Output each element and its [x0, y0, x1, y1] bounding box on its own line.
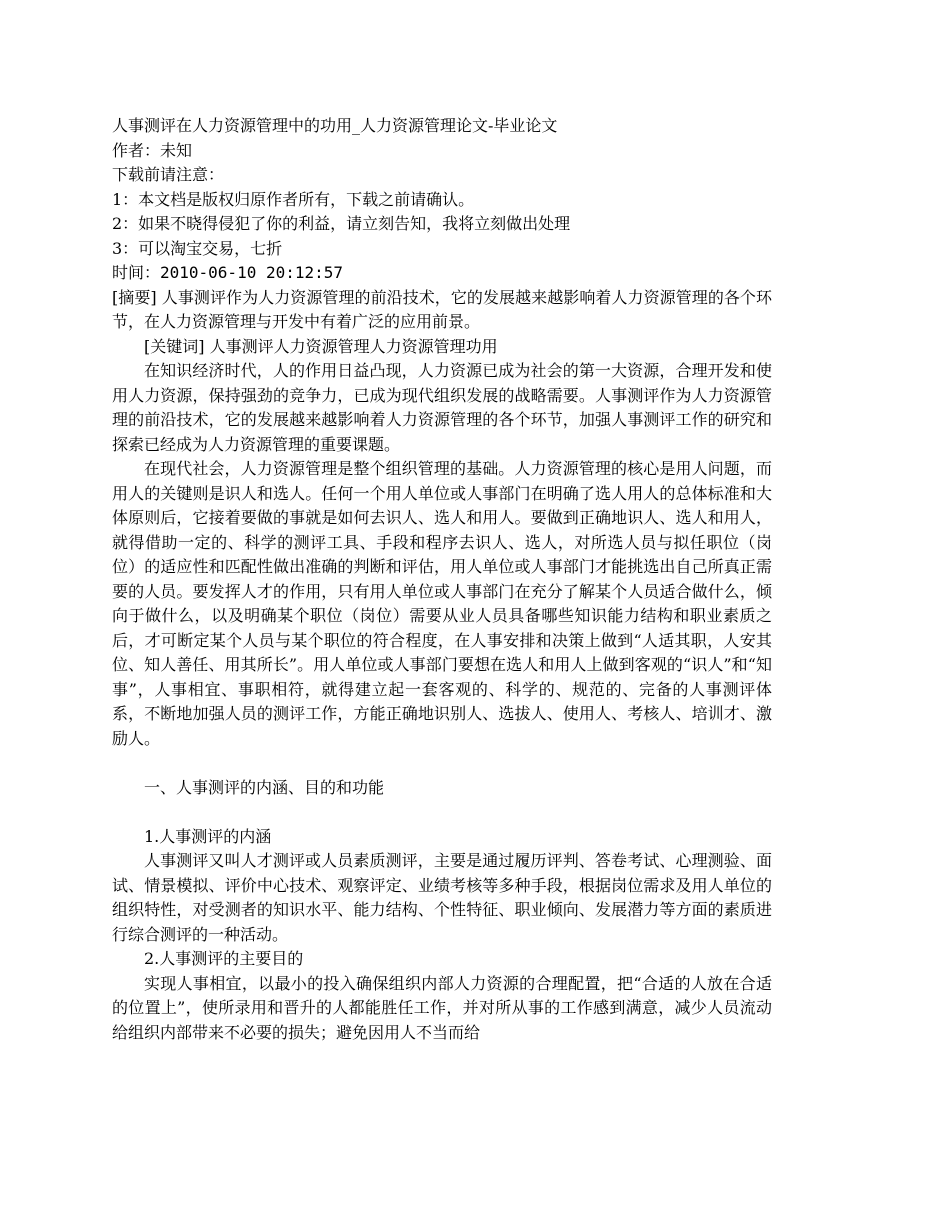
document-title: 人事测评在人力资源管理中的功用_人力资源管理论文-毕业论文 — [112, 116, 558, 135]
abstract-paragraph: [摘要] 人事测评作为人力资源管理的前沿技术，它的发展越来越影响着人力资源管理的各个环节，在人力资源管理与开发中有着广泛的应用前景。 — [112, 287, 772, 331]
subsection-heading: 2.人事测评的主要目的 — [144, 949, 304, 968]
keywords-line: [关键词] 人事测评人力资源管理人力资源管理功用 — [144, 336, 498, 356]
timestamp-line: 时间：2010-06-10 20:12:57 — [112, 263, 344, 282]
notice-item-1: 1：本文档是版权归原作者所有，下载之前请确认。 — [112, 189, 475, 209]
notice-item-2: 2：如果不晓得侵犯了你的利益，请立刻告知，我将立刻做出处理 — [112, 214, 571, 233]
spacer — [112, 751, 772, 776]
subsection-heading: 1.人事测评的内涵 — [144, 826, 272, 846]
body-paragraph: 在知识经济时代，人的作用日益凸现，人力资源已成为社会的第一大资源，合理开发和使用人力资源，保持强劲的竞争力，已成为现代组织发展的战略需要。人事测评作为人力资源管理的前沿技术，它的发展越来越影响着人力资源管理的各个环节，加强人事测评工作的研究和探索已经成为人力资源管理的重要课题。 — [112, 361, 772, 454]
section-heading: 一、人事测评的内涵、目的和功能 — [144, 777, 385, 797]
body-paragraph: 在现代社会，人力资源管理是整个组织管理的基础。人力资源管理的核心是用人问题，而用人的关键则是识人和选人。任何一个用人单位或人事部门在明确了选人用人的总体标准和大体原则后，它接着要做的事就是如何去识人、选人和用人。要做到正确地识人、选人和用人，就得借助一定的、科学的测评工具、手段和程序去识人、选人，对所选人员与拟任职位（岗位）的适应性和匹配性做出准确的判断和评估，用人单位或人事部门才能挑选出自己所真正需要的人员。要发挥人才的作用，只有用人单位或人事部门在充分了解某个人员适合做什么，倾向于做什么，以及明确某个职位（岗位）需要从业人员具备哪些知识能力结构和职业素质之后，才可断定某个人员与某个职位的符合程度，在人事安排和决策上做到“人适其职，人安其位、知人善任、用其所长”。用人单位或人事部门要想在选人和用人上做到客观的“识人”和“知事”，人事相宜、事职相符，就得建立起一套客观的、科学的、规范的、完备的人事测评体系，不断地加强人员的测评工作，方能正确地识别人、选拔人、使用人、考核人、培训才、激励人。 — [112, 459, 772, 748]
body-paragraph: 人事测评又叫人才测评或人员素质测评，主要是通过履历评判、答卷考试、心理测验、面试、情景模拟、评价中心技术、观察评定、业绩考核等多种手段，根据岗位需求及用人单位的组织特性，对受测者的知识水平、能力结构、个性特征、职业倾向、发展潜力等方面的素质进行综合测评的一种活动。 — [112, 851, 772, 944]
body-paragraph: 实现人事相宜，以最小的投入确保组织内部人力资源的合理配置，把“合适的人放在合适的位置上”，使所录用和晋升的人都能胜任工作，并对所从事的工作感到满意，减少人员流动给组织内部带来不必要的损失；避免因用人不当而给 — [112, 973, 772, 1042]
author-line: 作者：未知 — [112, 140, 193, 160]
notice-heading: 下载前请注意： — [112, 165, 225, 184]
spacer — [112, 800, 772, 825]
notice-item-3: 3：可以淘宝交易，七折 — [112, 238, 283, 258]
document-body — [112, 114, 772, 1045]
